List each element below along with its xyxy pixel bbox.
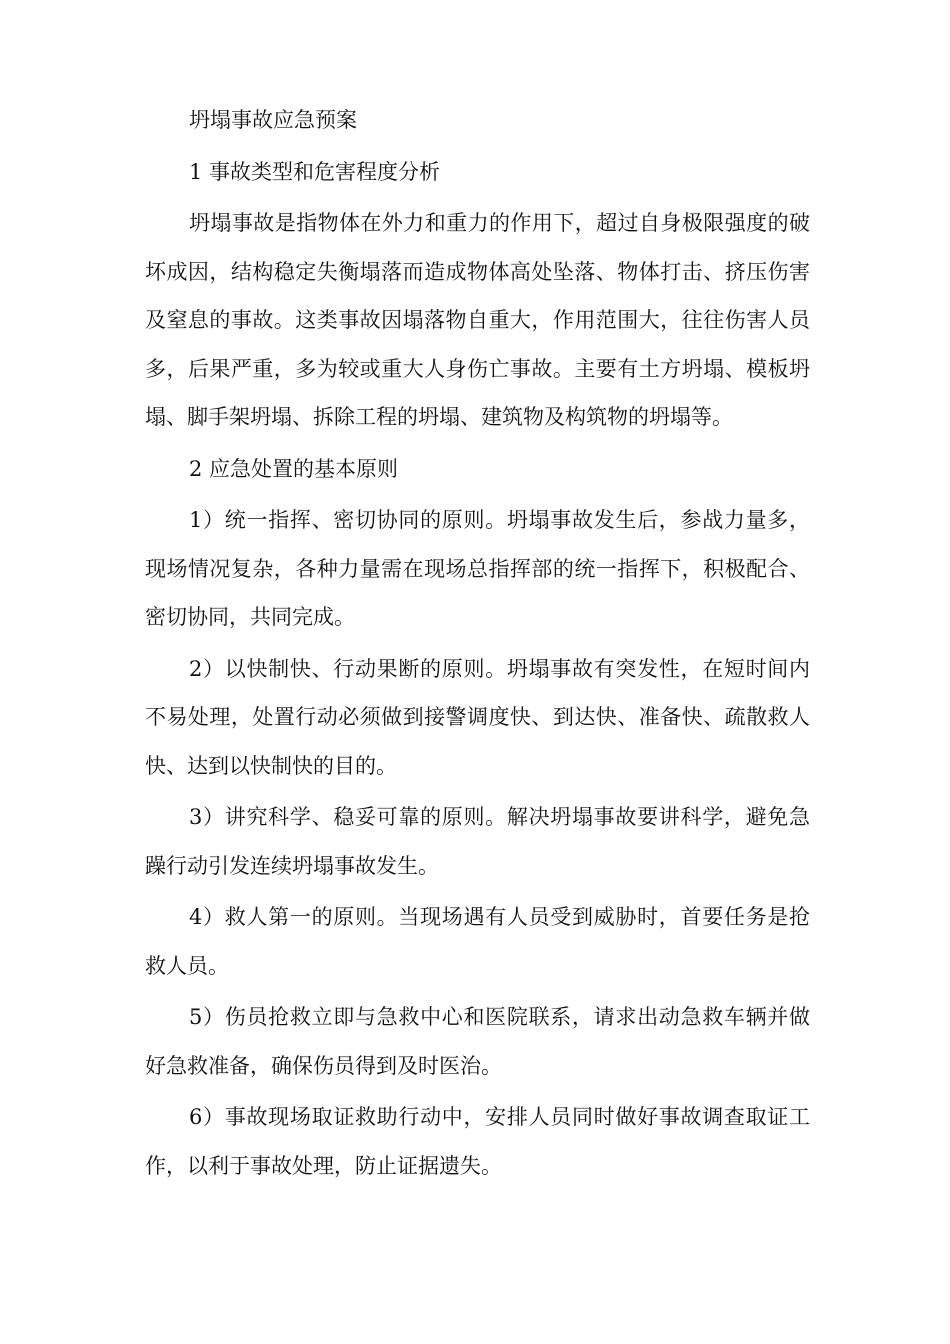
section-1-paragraph: 坍塌事故是指物体在外力和重力的作用下，超过自身极限强度的破坏成因，结构稳定失衡塌落而造成物体高处坠落、物体打击、挤压伤害及窒息的事故。这类事故因塌落物自重大，作用范围大，往往伤害人员多，后果严重，多为较或重大人身伤亡事故。主要有土方坍塌、模板坍塌、脚手架坍塌、拆除工程的坍塌、建筑物及构筑物的坍塌等。 [145,211,810,429]
section-heading-1: 1 事故类型和危害程度分析 [189,159,441,184]
document-body [145,96,810,1193]
principle-item-5: 5）伤员抢救立即与急救中心和医院联系，请求出动急救车辆并做好急救准备，确保伤员得到及时医治。 [145,1005,810,1078]
principle-item-4: 4）救人第一的原则。当现场遇有人员受到威胁时，首要任务是抢救人员。 [145,905,810,978]
principle-item-1: 1）统一指挥、密切协同的原则。坍塌事故发生后，参战力量多，现场情况复杂，各种力量需在现场总指挥部的统一指挥下，积极配合、密切协同，共同完成。 [145,508,810,629]
section-heading-2: 2 应急处置的基本原则 [189,456,399,481]
principle-item-2: 2）以快制快、行动果断的原则。坍塌事故有突发性，在短时间内不易处理，处置行动必须做到接警调度快、到达快、准备快、疏散救人快、达到以快制快的目的。 [145,656,810,778]
principle-item-6: 6）事故现场取证救助行动中，安排人员同时做好事故调查取证工作，以利于事故处理，防止证据遗失。 [145,1105,810,1178]
document-title: 坍塌事故应急预案 [189,108,357,132]
principle-item-3: 3）讲究科学、稳妥可靠的原则。解决坍塌事故要讲科学，避免急躁行动引发连续坍塌事故发生。 [145,805,810,878]
